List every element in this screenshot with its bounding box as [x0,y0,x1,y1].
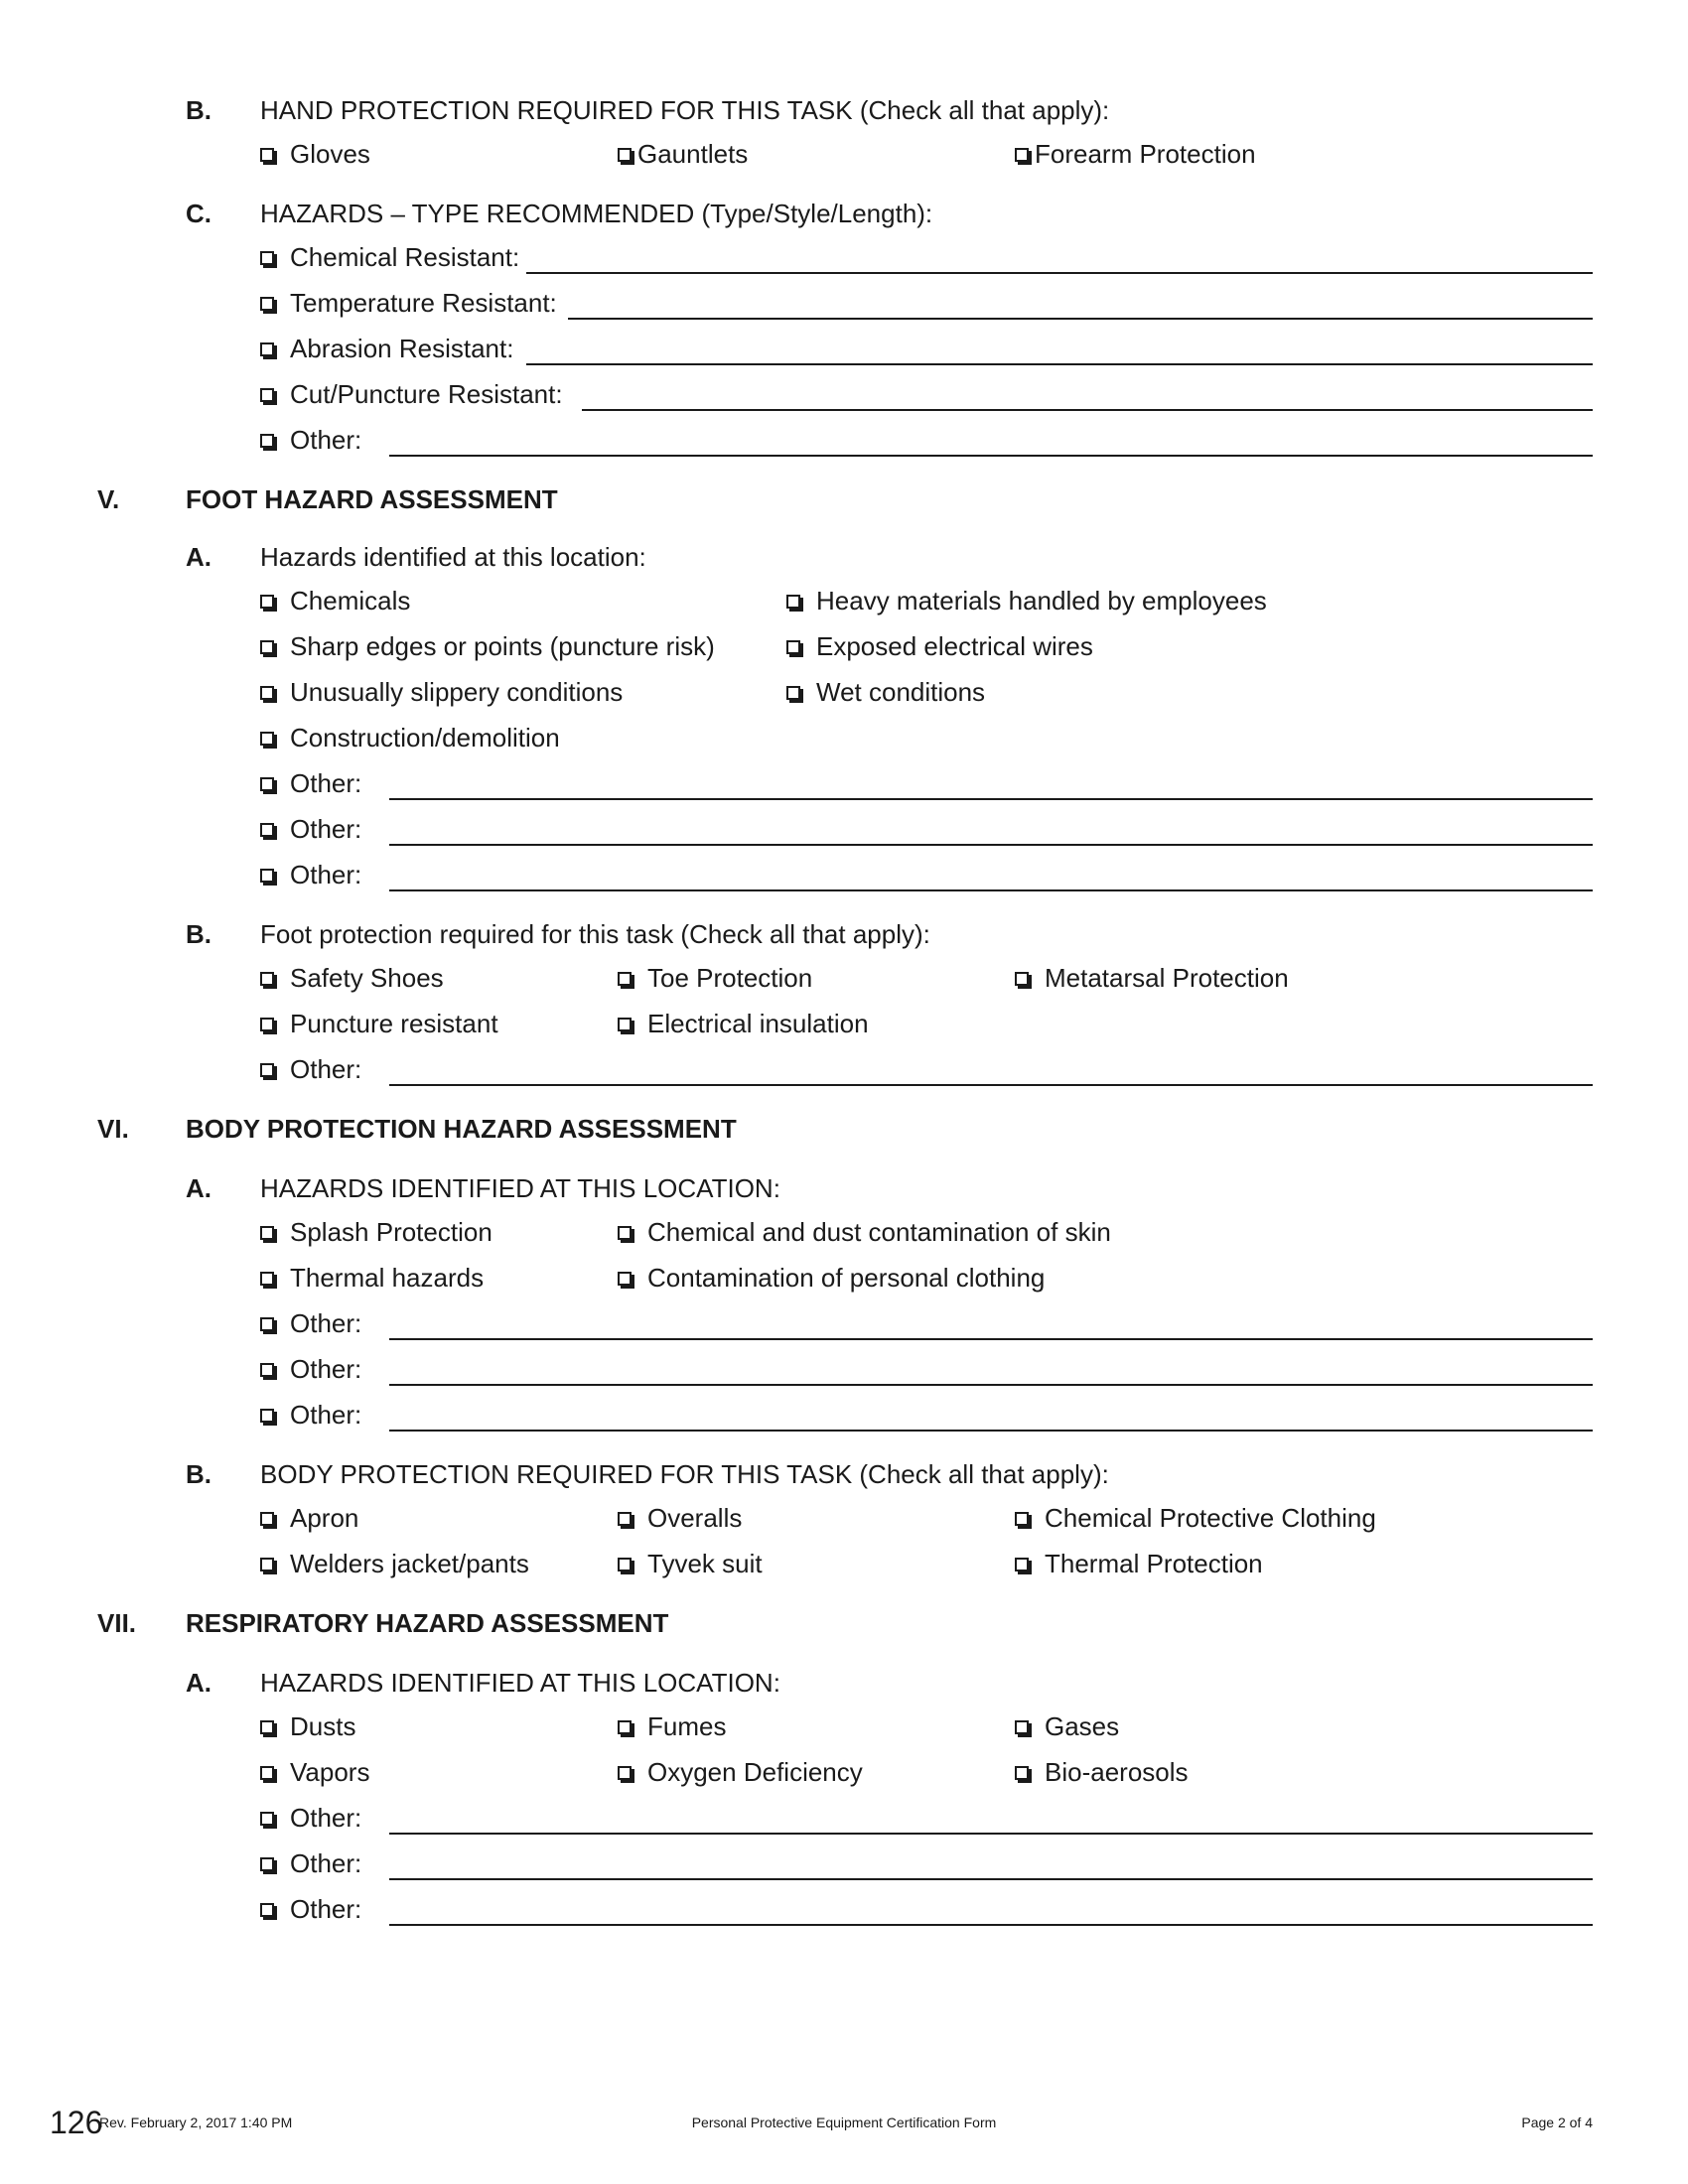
temperature-resistant-line[interactable] [568,318,1593,320]
hand-protection-title: HAND PROTECTION REQUIRED FOR THIS TASK (Check all that apply): [260,95,1110,125]
checkbox-electrical-insulation[interactable]: Electrical insulation [618,1009,869,1039]
item-letter: A. [186,1668,211,1698]
other-line[interactable] [389,1384,1593,1386]
checkbox-exposed-wires[interactable]: Exposed electrical wires [786,631,1093,662]
page-footer [0,2105,1688,2144]
checkbox-other[interactable]: Other: [260,1803,361,1834]
checkbox-chemical-protective-clothing[interactable]: Chemical Protective Clothing [1015,1503,1376,1534]
checkbox-icon[interactable] [260,1272,274,1286]
body-hazards-title: HAZARDS IDENTIFIED AT THIS LOCATION: [260,1173,780,1203]
checkbox-icon[interactable] [260,823,274,837]
option-row [0,723,1688,758]
checkbox-icon[interactable] [260,1018,274,1031]
option-row [0,963,1688,999]
other-row [0,814,1688,850]
checkbox-icon[interactable] [618,1018,632,1031]
hazards-type-title: HAZARDS – TYPE RECOMMENDED (Type/Style/Length): [260,199,933,228]
checkbox-icon[interactable] [618,972,632,986]
checkbox-oxygen-deficiency[interactable]: Oxygen Deficiency [618,1757,863,1788]
checkbox-icon[interactable] [1015,1720,1029,1734]
checkbox-forearm-protection[interactable]: Forearm Protection [1015,139,1256,170]
checkbox-icon[interactable] [786,640,800,654]
checkbox-abrasion-resistant[interactable]: Abrasion Resistant: [260,334,513,364]
checkbox-sharp-edges[interactable]: Sharp edges or points (puncture risk) [260,631,715,662]
other-row [0,1054,1688,1090]
option-row [0,1217,1688,1253]
section-title: RESPIRATORY HAZARD ASSESSMENT [186,1608,669,1638]
checkbox-icon[interactable] [618,1720,632,1734]
checkbox-icon[interactable] [260,342,274,356]
other-line[interactable] [389,455,1593,457]
foot-hazards-title: Hazards identified at this location: [260,542,646,572]
checkbox-icon[interactable] [260,251,274,265]
revision-date: Rev. February 2, 2017 1:40 PM [99,2115,293,2130]
checkbox-icon[interactable] [260,1720,274,1734]
checkbox-icon[interactable] [1015,1512,1029,1526]
option-row [0,1711,1688,1747]
option-row [0,1009,1688,1044]
other-row [0,768,1688,804]
checkbox-other[interactable]: Other: [260,860,361,890]
checkbox-icon[interactable] [260,1766,274,1780]
option-row [0,139,1688,175]
checkbox-icon[interactable] [260,686,274,700]
checkbox-other[interactable]: Other: [260,814,361,845]
checkbox-icon[interactable] [1015,148,1029,162]
other-row [0,1803,1688,1839]
checkbox-other[interactable]: Other: [260,1848,361,1879]
checkbox-icon[interactable] [260,595,274,609]
checkbox-cut-puncture-resistant[interactable]: Cut/Puncture Resistant: [260,379,563,410]
checkbox-thermal-protection[interactable]: Thermal Protection [1015,1549,1263,1579]
other-row [0,1354,1688,1390]
checkbox-icon[interactable] [260,1317,274,1331]
checkbox-icon[interactable] [260,1812,274,1826]
checkbox-icon[interactable] [260,148,274,162]
other-line[interactable] [389,1924,1593,1926]
checkbox-slippery-conditions[interactable]: Unusually slippery conditions [260,677,623,708]
cut-puncture-resistant-line[interactable] [582,409,1593,411]
item-letter: A. [186,542,211,572]
checkbox-icon[interactable] [260,388,274,402]
checkbox-icon[interactable] [260,640,274,654]
other-line[interactable] [389,1878,1593,1880]
section-numeral: V. [97,484,120,514]
checkbox-thermal-hazards[interactable]: Thermal hazards [260,1263,484,1294]
other-line[interactable] [389,1833,1593,1835]
checkbox-bio-aerosols[interactable]: Bio-aerosols [1015,1757,1189,1788]
checkbox-icon[interactable] [1015,972,1029,986]
checkbox-icon[interactable] [618,148,632,162]
checkbox-icon[interactable] [1015,1558,1029,1571]
checkbox-gloves[interactable]: Gloves [260,139,370,170]
checkbox-chemical-dust-contamination[interactable]: Chemical and dust contamination of skin [618,1217,1111,1248]
item-letter: B. [186,95,211,125]
item-letter: C. [186,199,211,228]
form-title: Personal Protective Equipment Certification Form [691,2115,997,2130]
other-line[interactable] [389,798,1593,800]
other-line[interactable] [389,1338,1593,1340]
checkbox-welders-jacket[interactable]: Welders jacket/pants [260,1549,529,1579]
checkbox-chemical-resistant[interactable]: Chemical Resistant: [260,242,519,273]
checkbox-icon[interactable] [260,972,274,986]
page-of: Page 2 of 4 [1521,2115,1593,2130]
checkbox-dusts[interactable]: Dusts [260,1711,355,1742]
checkbox-icon[interactable] [260,1903,274,1917]
temperature-resistant-row [0,288,1688,324]
body-protection-title: BODY PROTECTION REQUIRED FOR THIS TASK (Check all that apply): [260,1459,1109,1489]
checkbox-gases[interactable]: Gases [1015,1711,1119,1742]
checkbox-splash-protection[interactable]: Splash Protection [260,1217,492,1248]
section-numeral: VII. [97,1608,137,1638]
checkbox-icon[interactable] [260,1558,274,1571]
other-line[interactable] [389,1084,1593,1086]
checkbox-icon[interactable] [786,686,800,700]
section-numeral: VI. [97,1114,129,1144]
checkbox-chemicals[interactable]: Chemicals [260,586,410,616]
checkbox-icon[interactable] [260,869,274,883]
checkbox-icon[interactable] [260,1363,274,1377]
other-line[interactable] [389,1430,1593,1432]
checkbox-icon[interactable] [618,1512,632,1526]
checkbox-toe-protection[interactable]: Toe Protection [618,963,812,994]
page-number: 126 [50,2105,103,2140]
checkbox-icon[interactable] [618,1272,632,1286]
checkbox-icon[interactable] [260,1512,274,1526]
checkbox-wet-conditions[interactable]: Wet conditions [786,677,985,708]
checkbox-apron[interactable]: Apron [260,1503,358,1534]
option-row [0,677,1688,713]
checkbox-safety-shoes[interactable]: Safety Shoes [260,963,444,994]
checkbox-icon[interactable] [260,732,274,746]
checkbox-temperature-resistant[interactable]: Temperature Resistant: [260,288,557,319]
section-title: BODY PROTECTION HAZARD ASSESSMENT [186,1114,737,1144]
checkbox-overalls[interactable]: Overalls [618,1503,742,1534]
chemical-resistant-line[interactable] [526,272,1593,274]
checkbox-icon[interactable] [260,1063,274,1077]
checkbox-puncture-resistant[interactable]: Puncture resistant [260,1009,498,1039]
checkbox-other[interactable]: Other: [260,1354,361,1385]
abrasion-resistant-line[interactable] [526,363,1593,365]
other-line[interactable] [389,889,1593,891]
checkbox-other[interactable]: Other: [260,1400,361,1431]
other-row [0,1894,1688,1930]
checkbox-icon[interactable] [260,1226,274,1240]
chemical-resistant-row [0,242,1688,278]
other-row [0,1400,1688,1435]
foot-protection-title: Foot protection required for this task (Check all that apply): [260,919,930,949]
checkbox-tyvek-suit[interactable]: Tyvek suit [618,1549,763,1579]
option-row [0,1549,1688,1584]
other-row [0,1308,1688,1344]
checkbox-icon[interactable] [786,595,800,609]
checkbox-icon[interactable] [260,777,274,791]
checkbox-icon[interactable] [618,1766,632,1780]
checkbox-icon[interactable] [260,434,274,448]
section-title: FOOT HAZARD ASSESSMENT [186,484,558,514]
checkbox-vapors[interactable]: Vapors [260,1757,369,1788]
other-row [0,1848,1688,1884]
checkbox-icon[interactable] [260,1857,274,1871]
checkbox-icon[interactable] [260,297,274,311]
checkbox-other[interactable]: Other: [260,1894,361,1925]
item-letter: B. [186,919,211,949]
checkbox-icon[interactable] [618,1226,632,1240]
cut-puncture-resistant-row [0,379,1688,415]
option-row [0,586,1688,621]
respiratory-hazards-title: HAZARDS IDENTIFIED AT THIS LOCATION: [260,1668,780,1698]
checkbox-clothing-contamination[interactable]: Contamination of personal clothing [618,1263,1045,1294]
option-row [0,1503,1688,1539]
option-row [0,1263,1688,1298]
other-row [0,425,1688,461]
checkbox-construction-demolition[interactable]: Construction/demolition [260,723,560,753]
other-row [0,860,1688,895]
checkbox-other[interactable]: Other: [260,425,361,456]
checkbox-other[interactable]: Other: [260,1054,361,1085]
option-row [0,1757,1688,1793]
checkbox-fumes[interactable]: Fumes [618,1711,726,1742]
option-row [0,631,1688,667]
checkbox-heavy-materials[interactable]: Heavy materials handled by employees [786,586,1267,616]
other-line[interactable] [389,844,1593,846]
checkbox-other[interactable]: Other: [260,1308,361,1339]
item-letter: B. [186,1459,211,1489]
checkbox-icon[interactable] [618,1558,632,1571]
checkbox-metatarsal-protection[interactable]: Metatarsal Protection [1015,963,1289,994]
checkbox-other[interactable]: Other: [260,768,361,799]
checkbox-icon[interactable] [260,1409,274,1423]
checkbox-icon[interactable] [1015,1766,1029,1780]
checkbox-gauntlets[interactable]: Gauntlets [618,139,748,170]
item-letter: A. [186,1173,211,1203]
abrasion-resistant-row [0,334,1688,369]
